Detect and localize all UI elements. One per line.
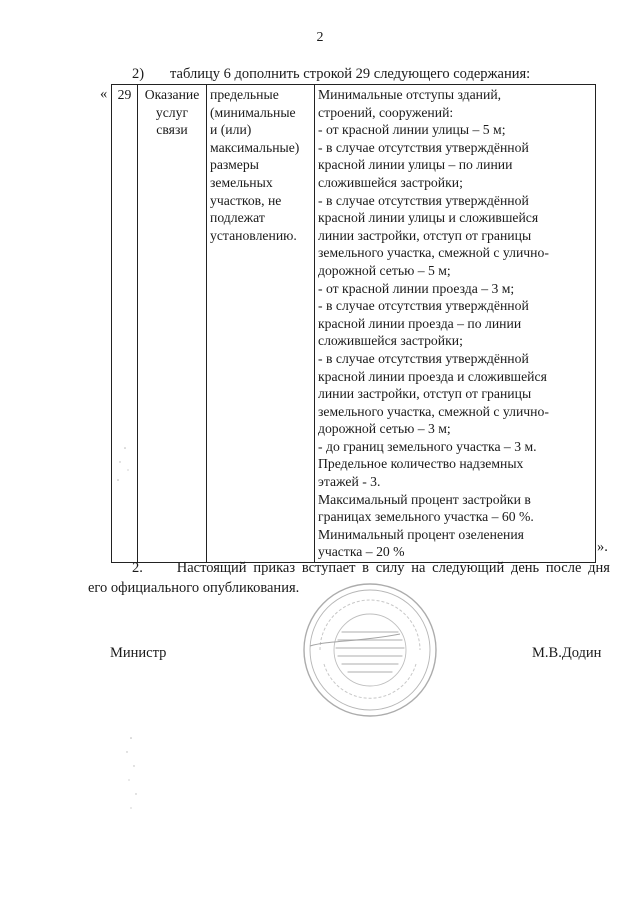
parameters-line: - в случае отсутствия утверждённой [318,350,529,366]
parameters-line: сложившейся застройки; [318,174,463,190]
signatory-title: Министр [110,645,167,661]
opening-quote: « [100,86,108,102]
plot-size-line: размеры [210,157,259,173]
plot-size-line: максимальные) [210,139,300,155]
plot-size-line: участков, не [210,192,282,208]
row-number-cell [112,85,138,563]
paragraph-2-word: на [411,560,426,576]
use-kind-line: связи [156,122,188,138]
paragraph-2-word: после [545,560,582,576]
parameters-line: Максимальный процент застройки в [318,491,531,507]
parameters-line: красной линии проезда – по линии [318,315,522,331]
parameters-line: линии застройки, отступ от границы [318,386,532,402]
paragraph-2-word: день [510,560,540,576]
parameters-line: - от красной линии улицы – 5 м; [318,122,506,138]
parameters-line: дорожной сетью – 5 м; [318,262,451,278]
parameters-line: этажей - 3. [318,474,381,490]
use-kind-line: Оказание [144,87,200,102]
plot-size-line: и (или) [210,122,252,138]
parameters-line: участка – 20 % [318,544,405,560]
official-seal-stamp [300,580,440,720]
paragraph-2-word: следующий [432,560,505,576]
parameters-line: границах земельного участка – 60 %. [318,509,534,525]
plot-size-lines [210,86,311,244]
parameters-line: красной линии улицы – по линии [318,157,513,173]
parameters-line: красной линии проезда и сложившейся [318,368,547,384]
parameters-line: - до границ земельного участка – 3 м. [318,438,537,454]
point-number: 2) [132,66,145,82]
paragraph-2-word: дня [588,560,610,576]
row-number: 29 [117,87,132,102]
parameters-line: - от красной линии проезда – 3 м; [318,280,515,296]
parameters-line: Минимальный процент озеленения [318,526,524,542]
point-2-line [132,66,530,83]
parameters-cell [315,85,596,563]
parameters-line: земельного участка, смежной с улично- [318,245,549,261]
plot-size-line: земельных [210,174,273,190]
use-kind-line: услуг [155,104,189,120]
paragraph-2-word: Настоящий [176,560,247,576]
paragraph-2-first-line [132,558,610,578]
use-kind-cell [138,85,207,563]
paragraph-2-word: в [362,560,370,576]
closing-quote: ». [597,539,608,555]
parameters-line: - в случае отсутствия утверждённой [318,139,529,155]
plot-size-line: (минимальные [210,104,296,120]
table-row-29 [111,84,596,563]
parameters-line: - в случае отсутствия утверждённой [318,298,529,314]
paragraph-2-word: силу [375,560,405,576]
paragraph-2-word: приказ [253,560,296,576]
paragraph-2-word: вступает [301,560,356,576]
parameters-line: дорожной сетью – 3 м; [318,421,451,437]
parameters-line: строений, сооружений: [318,104,454,120]
plot-size-line: предельные [210,87,279,102]
parameters-line: линии застройки, отступ от границы [318,227,532,243]
paragraph-2-number: 2. [132,560,143,576]
plot-size-line: установлению. [210,227,297,243]
point-text: таблицу 6 дополнить строкой 29 следующего содержания: [170,66,531,82]
parameters-line: Предельное количество надземных [318,456,524,472]
parameters-line: Минимальные отступы зданий, [318,87,502,102]
paragraph-2-second-line: его официального опубликования. [88,580,300,596]
page-number: 2 [316,30,324,45]
parameters-line: - в случае отсутствия утверждённой [318,192,529,208]
plot-size-cell [207,85,315,563]
plot-size-line: подлежат [210,210,265,226]
parameters-line: земельного участка, смежной с улично- [318,403,549,419]
parameters-lines [318,86,592,561]
signatory-name: М.В.Додин [532,645,602,661]
parameters-line: красной линии улицы и сложившейся [318,210,539,226]
table-row [112,85,596,563]
parameters-line: сложившейся застройки; [318,333,463,349]
use-kind-lines [141,86,203,139]
